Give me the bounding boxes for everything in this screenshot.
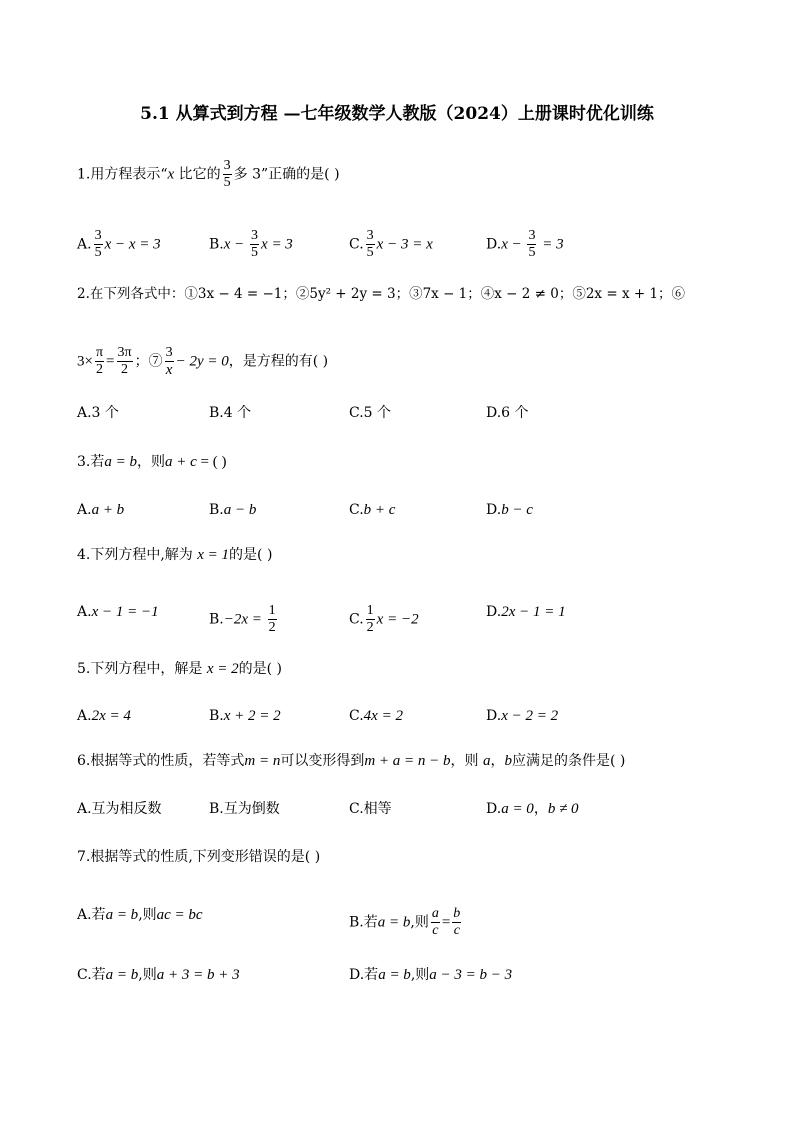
question-5: 5.下列方程中，解是 x = 2的是( ) [77,661,282,677]
q2-option-c: C.5 个 [349,405,392,421]
question-4: 4.下列方程中,解为 x = 1的是( ) [77,547,273,563]
q3-option-c: C.b + c [349,502,396,518]
fraction: $\frac{3}{5}$ [223,158,231,190]
question-6: 6.根据等式的性质，若等式m = n可以变形得到m + a = n − b，则 a，b应满足的条件是( ) [77,753,626,769]
q4-option-b: B.−2x = $\frac{1}{2}$ [209,603,276,635]
q5-option-c: C.4x = 2 [349,708,403,724]
q2-option-b: B.4 个 [209,405,252,421]
q5-option-b: B.x + 2 = 2 [209,708,281,724]
q6-option-c: C.相等 [349,801,392,817]
q1-option-a: A. $\frac{3}{5}$ x − x = 3 [77,228,161,260]
page-title: 5.1 从算式到方程 —七年级数学人教版（2024）上册课时优化训练 [140,104,654,124]
question-2-line-1: 2.在下列各式中：①3x − 4 = −1；②5y² + 2y = 3；③7x − 1；④x − 2 ≠ 0；⑤2x = x + 1；⑥ [77,286,686,302]
q3-option-d: D.b − c [486,502,533,518]
q7-option-b: B.若a = b,则 $\frac{a}{c}$ = $\frac{b}{c}$ [349,906,461,938]
q5-option-a: A.2x = 4 [77,708,131,724]
q6-option-a: A.互为相反数 [77,801,162,817]
q2-option-a: A.3 个 [77,405,119,421]
q6-option-b: B.互为倒数 [209,801,280,817]
q3-option-b: B.a − b [209,502,257,518]
q4-option-a: A.x − 1 = −1 [77,604,159,620]
q6-option-d: D.a = 0，b ≠ 0 [486,801,579,817]
q4-option-c: C. $\frac{1}{2}$ x = −2 [349,603,419,635]
question-3: 3.若a = b，则a + c = ( ) [77,454,227,470]
question-2-line-2: 3× $\frac{\pi}{2}$ = $\frac{3\pi}{2}$ ；⑦ $\frac{3}{x}$ − 2y = 0，是方程的有( ) [77,345,329,378]
q1-option-c: C. $\frac{3}{5}$ x − 3 = x [349,228,433,260]
q2-option-d: D.6 个 [486,405,529,421]
question-1: 1.用方程表示“x 比它的 $\frac{3}{5}$ 多 3”正确的是( ) [77,158,340,190]
q1-option-b: B.x − $\frac{3}{5}$ x = 3 [209,228,293,260]
q1-option-d: D.x − $\frac{3}{5}$ = 3 [486,228,564,260]
q7-option-c: C.若a = b,则a + 3 = b + 3 [77,967,240,983]
q5-option-d: D.x − 2 = 2 [486,708,559,724]
q4-option-d: D.2x − 1 = 1 [486,604,566,620]
q7-option-d: D.若a = b,则a − 3 = b − 3 [349,967,513,983]
q3-option-a: A.a + b [77,502,125,518]
q7-option-a: A.若a = b,则ac = bc [77,907,203,923]
question-7: 7.根据等式的性质,下列变形错误的是( ) [77,849,321,865]
